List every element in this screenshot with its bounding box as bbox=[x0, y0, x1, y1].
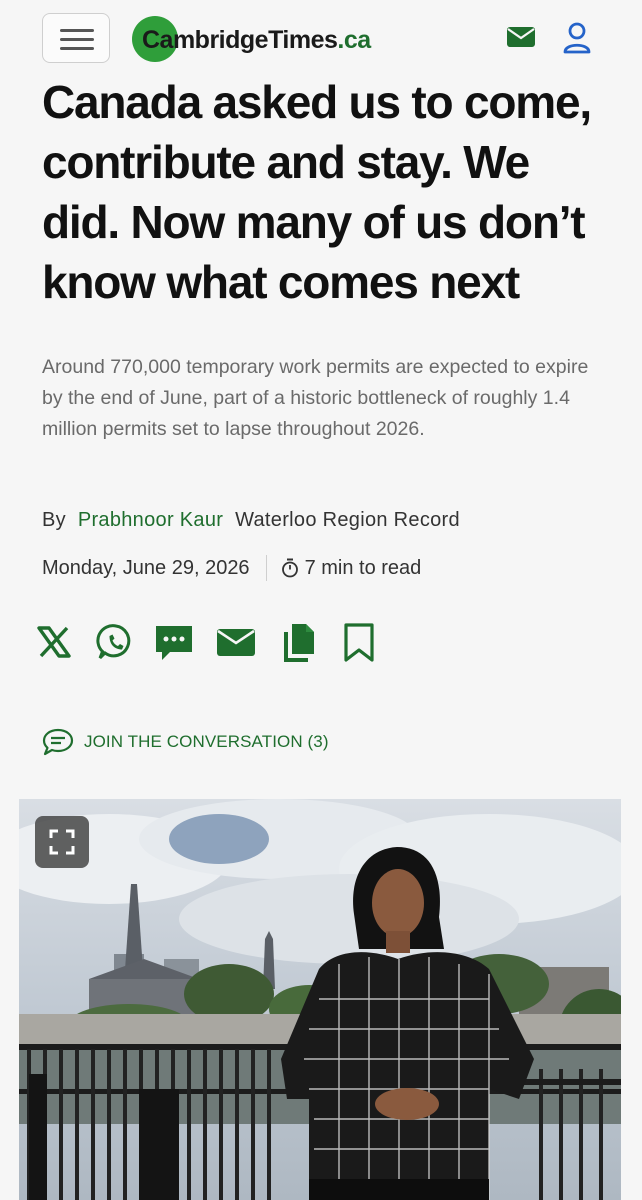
menu-button[interactable] bbox=[42, 13, 110, 63]
mail-icon[interactable] bbox=[506, 22, 536, 57]
email-share-icon[interactable] bbox=[216, 622, 256, 667]
article-headline: Canada asked us to come, contribute and stay. We did. Now many of us don’t know what comes next bbox=[42, 76, 591, 308]
expand-photo-button[interactable] bbox=[35, 816, 89, 868]
read-time-label: 7 min to read bbox=[304, 556, 422, 579]
publication-name: Waterloo Region Record bbox=[235, 509, 460, 531]
read-time bbox=[281, 557, 422, 580]
logo-tld: .ca bbox=[337, 26, 371, 54]
bookmark-icon[interactable] bbox=[342, 622, 376, 669]
conversation-label: JOIN THE CONVERSATION (3) bbox=[84, 732, 329, 751]
comment-icon bbox=[42, 728, 74, 756]
article-photo[interactable] bbox=[19, 799, 621, 1200]
logo-main: CambridgeTimes bbox=[142, 26, 338, 54]
join-conversation-link[interactable] bbox=[42, 728, 329, 756]
copy-icon[interactable] bbox=[280, 622, 316, 669]
article-dek: Around 770,000 temporary work permits are expected to expire by the end of June, part of a historic bottleneck of roughly 1.4 million permits set to lapse throughout 2026. bbox=[42, 356, 589, 440]
site-logo[interactable] bbox=[132, 16, 432, 64]
user-icon[interactable] bbox=[563, 22, 591, 59]
site-header bbox=[0, 0, 642, 78]
publish-date: Monday, June 29, 2026 bbox=[42, 556, 250, 579]
expand-icon bbox=[35, 855, 89, 872]
whatsapp-icon[interactable] bbox=[96, 622, 136, 667]
logo-text bbox=[142, 26, 371, 55]
byline bbox=[42, 509, 460, 532]
author-link[interactable]: Prabhnoor Kaur bbox=[77, 509, 224, 531]
byline-prefix: By bbox=[42, 509, 66, 531]
photo-illustration bbox=[19, 799, 621, 1200]
sms-icon[interactable] bbox=[154, 622, 194, 667]
stopwatch-icon bbox=[281, 558, 299, 578]
article-meta bbox=[42, 555, 421, 581]
x-icon[interactable] bbox=[36, 622, 72, 667]
meta-divider bbox=[266, 555, 267, 581]
